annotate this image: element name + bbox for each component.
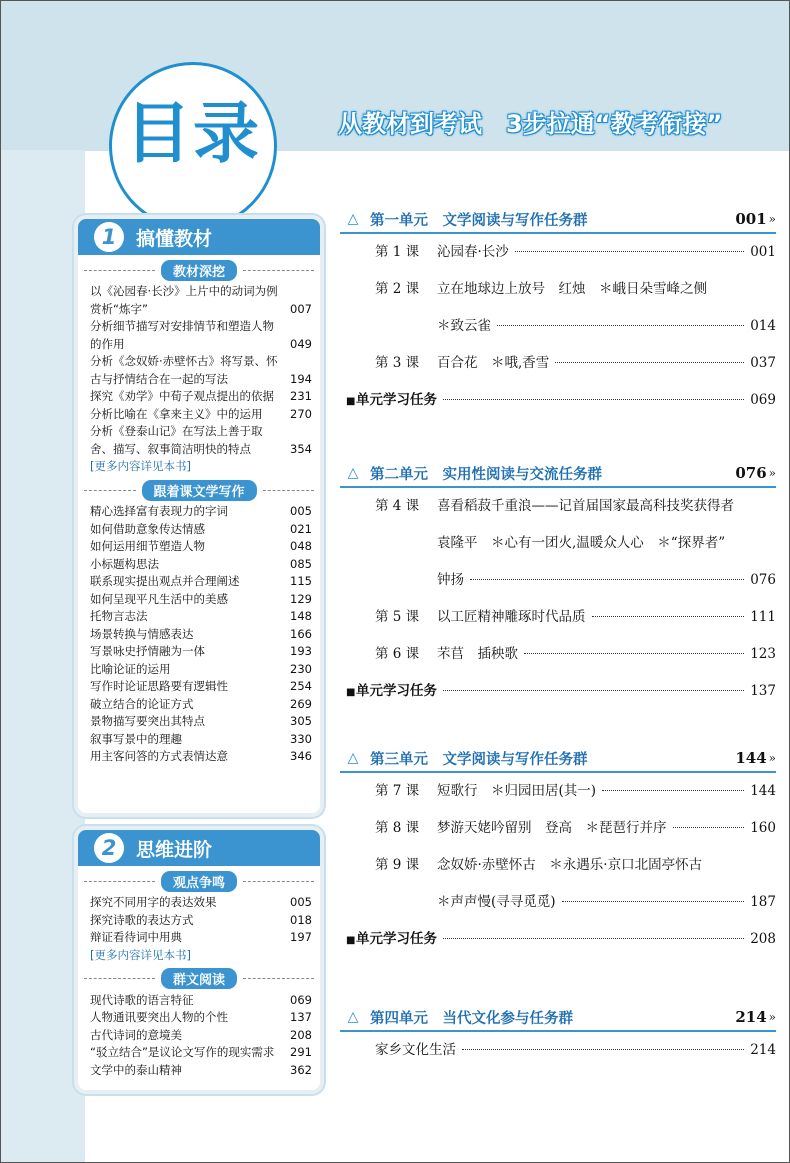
toc-item-text: 托物言志法: [90, 609, 148, 623]
toc-item-text: 破立结合的论证方式: [90, 696, 194, 711]
toc-item-text: 写作时论证思路要有逻辑性: [90, 679, 228, 693]
toc-entry[interactable]: [340, 488, 776, 525]
slogan: 从教材到考试 3步拉通“教考衔接”: [338, 110, 723, 138]
flame-icon: △: [347, 465, 359, 481]
section-list: [78, 283, 320, 458]
toc-entry[interactable]: [340, 1032, 776, 1069]
toc-item[interactable]: [90, 912, 312, 930]
toc-item[interactable]: [90, 521, 312, 539]
page-number: 123: [750, 646, 776, 662]
section-label: 观点争鸣: [161, 871, 237, 892]
toc-item[interactable]: [90, 894, 312, 912]
toc-entry[interactable]: [340, 562, 776, 599]
entry-title: 沁园春·长沙: [437, 244, 509, 260]
flame-icon: △: [347, 1009, 359, 1025]
toc-item[interactable]: [90, 929, 312, 947]
lesson-number: 第 3 课: [375, 355, 420, 371]
entry-title: 钟扬: [437, 572, 464, 588]
toc-item[interactable]: [90, 1044, 312, 1062]
toc-item-text: 如何运用细节塑造人物: [90, 539, 205, 553]
unit-header[interactable]: △ 第三单元 文学阅读与写作任务群 144 »: [340, 745, 776, 773]
lesson-number: 第 5 课: [375, 609, 420, 625]
page-number: 069: [750, 392, 776, 408]
toc-item[interactable]: [90, 1027, 312, 1045]
toc-item[interactable]: [90, 678, 312, 696]
panel-header: [78, 830, 320, 866]
toc-item-text: 古代诗词的意境美: [90, 1027, 182, 1042]
dot-leader: [497, 325, 744, 326]
toc-item[interactable]: [90, 608, 312, 626]
toc-item-page: 115: [290, 574, 312, 588]
toc-item-page: 305: [290, 714, 312, 728]
toc-item-text: 小标题构思法: [90, 556, 159, 571]
entry-title: 短歌行 ＊归园田居(其一): [437, 783, 597, 799]
toc-item-page: 208: [290, 1027, 312, 1042]
section-header: [78, 968, 320, 990]
page-number: 111: [750, 609, 776, 625]
entry-title: 家乡文化生活: [375, 1042, 456, 1058]
lesson-number: 第 2 课: [375, 281, 420, 297]
toc-item-page: 193: [290, 644, 312, 658]
toc-item-text: 场景转换与情感表达: [90, 626, 194, 641]
toc-item-page: 007: [290, 301, 312, 316]
lesson-number: 第 6 课: [375, 646, 420, 662]
toc-item-text: 叙事写景中的理趣: [90, 731, 182, 746]
toc-entry[interactable]: [340, 773, 776, 810]
toc-entry[interactable]: [340, 599, 776, 636]
lesson-number: 第 7 课: [375, 783, 420, 799]
toc-item-page: 048: [290, 539, 312, 553]
entry-title: 单元学习任务: [356, 392, 437, 408]
toc-item-text: 辩证看待词中用典: [90, 930, 182, 944]
entry-title: ＊声声慢(寻寻觅觅): [437, 894, 556, 910]
panel-header: [78, 219, 320, 255]
page-number: 160: [750, 820, 776, 836]
dot-leader: [562, 901, 745, 902]
entry-title: 喜看稻菽千重浪——记首届国家最高科技奖获得者: [437, 498, 734, 514]
toc-item-page: 254: [290, 679, 312, 693]
bullet-icon: ■: [346, 935, 356, 946]
entry-title: 单元学习任务: [356, 931, 437, 947]
toc-item[interactable]: [90, 661, 312, 679]
toc-item[interactable]: [90, 713, 312, 731]
toc-item-text: 文学中的泰山精神: [90, 1062, 182, 1077]
toc-item-text: 比喻论证的运用: [90, 661, 171, 676]
unit-header[interactable]: △ 第一单元 文学阅读与写作任务群 001 »: [340, 206, 776, 234]
section-list: [78, 503, 320, 766]
toc-entry[interactable]: [340, 884, 776, 921]
toc-item-text: 如何借助意象传达情感: [90, 521, 205, 536]
toc-item-page: 362: [290, 1062, 312, 1077]
toc-item[interactable]: [90, 643, 312, 661]
toc-item-page: 230: [290, 661, 312, 676]
page-number: 214: [750, 1042, 776, 1058]
toc-item[interactable]: [90, 696, 312, 714]
dot-leader: [462, 1049, 744, 1050]
section-header: [78, 479, 320, 501]
more-link[interactable]: [更多内容详见本书]: [90, 459, 191, 473]
lesson-number: 第 4 课: [375, 498, 420, 514]
toc-item-page: 354: [290, 441, 312, 456]
entry-title: 袁隆平 ＊心有一团火,温暖众人心 ＊“探界者”: [437, 535, 726, 551]
toc-item[interactable]: [90, 423, 312, 458]
toc-item-page: 197: [290, 930, 312, 944]
dot-leader: [443, 399, 744, 400]
dot-leader: [515, 251, 744, 252]
toc-item-text: 以《沁园春·长沙》上片中的动词为例赏析“炼字”: [90, 284, 278, 316]
page-number: 076: [750, 572, 776, 588]
toc-item-text: 精心选择富有表现力的字词: [90, 504, 228, 518]
toc-item-page: 269: [290, 696, 312, 711]
toc-item[interactable]: [90, 388, 312, 406]
toc-item-page: 231: [290, 389, 312, 403]
section-header: [78, 870, 320, 892]
page-number: 187: [750, 894, 776, 910]
toc-item[interactable]: [90, 353, 312, 388]
entry-title: 以工匠精神雕琢时代品质: [437, 609, 586, 625]
toc-item[interactable]: [90, 591, 312, 609]
entry-title: 立在地球边上放号 红烛 ＊峨日朵雪峰之侧: [437, 281, 707, 297]
bullet-icon: ■: [346, 687, 356, 698]
toc-item-text: 人物通讯要突出人物的个性: [90, 1010, 228, 1024]
unit-3: [340, 745, 776, 958]
page-number: 137: [750, 683, 776, 699]
toc-entry[interactable]: [340, 525, 776, 562]
entry-title: 芣苢 插秧歌: [437, 646, 518, 662]
unit-task-entry[interactable]: [340, 382, 776, 419]
toc-item-page: 085: [290, 556, 312, 571]
flame-icon: △: [347, 750, 359, 766]
page-number: 037: [750, 355, 776, 371]
toc-item-page: 005: [290, 504, 312, 518]
toc-item-text: 如何呈现平凡生活中的美感: [90, 591, 228, 606]
unit-2: [340, 460, 776, 710]
toc-item-text: 景物描写要突出其特点: [90, 714, 205, 728]
toc-entry[interactable]: [340, 308, 776, 345]
dot-leader: [443, 690, 744, 691]
toc-item[interactable]: [90, 503, 312, 521]
toc-item[interactable]: [90, 992, 312, 1010]
toc-item-page: 005: [290, 895, 312, 909]
panel-understand-textbook: [74, 215, 324, 817]
toc-item[interactable]: [90, 573, 312, 591]
panel-thinking-advanced: [74, 826, 324, 1094]
toc-item[interactable]: [90, 283, 312, 318]
toc-item[interactable]: [90, 626, 312, 644]
toc-item-page: 049: [290, 336, 312, 351]
page-title: 目录: [125, 95, 261, 172]
toc-item-text: 分析《念奴娇·赤壁怀古》将写景、怀古与抒情结合在一起的写法: [90, 354, 278, 386]
toc-entry[interactable]: [340, 234, 776, 271]
dot-leader: [443, 938, 744, 939]
toc-item-page: 021: [290, 521, 312, 536]
bullet-icon: ■: [346, 396, 356, 407]
toc-item[interactable]: [90, 1062, 312, 1080]
toc-item-text: 联系现实提出观点并合理阐述: [90, 574, 240, 588]
toc-entry[interactable]: [340, 847, 776, 884]
toc-item-text: 用主客问答的方式表情达意: [90, 749, 228, 763]
unit-task-entry[interactable]: [340, 921, 776, 958]
toc-item[interactable]: [90, 748, 312, 766]
unit-header[interactable]: △ 第二单元 实用性阅读与交流任务群 076 »: [340, 460, 776, 488]
toc-item-text: 分析比喻在《拿来主义》中的运用: [90, 406, 263, 421]
toc-entry[interactable]: [340, 636, 776, 673]
toc-item-text: 分析《登泰山记》在写法上善于取舍、描写、叙事简洁明快的特点: [90, 424, 263, 456]
lesson-number: 第 9 课: [375, 857, 420, 873]
section-list: [78, 992, 320, 1080]
toc-item-page: 069: [290, 992, 312, 1007]
toc-item[interactable]: [90, 556, 312, 574]
dot-leader: [673, 827, 745, 828]
section-label: 教材深挖: [161, 260, 237, 281]
entry-title: ＊致云雀: [437, 318, 491, 334]
toc-item-page: 346: [290, 749, 312, 763]
toc-entry[interactable]: [340, 345, 776, 382]
toc-item-page: 018: [290, 912, 312, 927]
dot-leader: [555, 362, 744, 363]
toc-item[interactable]: [90, 1009, 312, 1027]
unit-header[interactable]: △ 第四单元 当代文化参与任务群 214 »: [340, 1004, 776, 1032]
dot-leader: [602, 790, 744, 791]
unit-task-entry[interactable]: [340, 673, 776, 710]
toc-item-page: 129: [290, 591, 312, 606]
toc-item[interactable]: [90, 318, 312, 353]
toc-item-page: 330: [290, 731, 312, 746]
panel-number: 1: [94, 222, 124, 252]
section-list: [78, 894, 320, 947]
page-number: 001: [750, 244, 776, 260]
toc-entry[interactable]: [340, 810, 776, 847]
toc-item-text: 探究诗歌的表达方式: [90, 912, 194, 927]
section-label: 群文阅读: [161, 968, 237, 989]
toc-item[interactable]: [90, 538, 312, 556]
unit-4: [340, 1004, 776, 1069]
dot-leader: [470, 579, 744, 580]
panel-title: 搞懂教材: [136, 227, 213, 250]
toc-item-page: 291: [290, 1045, 312, 1059]
page-number: 144: [750, 783, 776, 799]
lesson-number: 第 8 课: [375, 820, 420, 836]
toc-item-text: 探究不同用字的表达效果: [90, 895, 217, 909]
page-number: 014: [750, 318, 776, 334]
section-header: [78, 259, 320, 281]
flame-icon: △: [347, 211, 359, 227]
lesson-number: 第 1 课: [375, 244, 420, 260]
entry-title: 念奴娇·赤壁怀古 ＊永遇乐·京口北固亭怀古: [437, 857, 703, 873]
toc-item-page: 270: [290, 406, 312, 421]
toc-item-text: 探究《劝学》中荀子观点提出的依据: [90, 389, 274, 403]
toc-item-page: 137: [290, 1010, 312, 1024]
toc-item[interactable]: [90, 406, 312, 424]
toc-item[interactable]: [90, 731, 312, 749]
toc-item-text: 分析细节描写对安排情节和塑造人物的作用: [90, 319, 274, 351]
entry-title: 单元学习任务: [356, 683, 437, 699]
dot-leader: [592, 616, 745, 617]
toc-item-page: 148: [290, 609, 312, 623]
panel-title: 思维进阶: [136, 838, 213, 861]
page-number: 208: [750, 931, 776, 947]
toc-item-text: 写景咏史抒情融为一体: [90, 644, 205, 658]
toc-item-text: 现代诗歌的语言特征: [90, 992, 194, 1007]
entry-title: 梦游天姥吟留别 登高 ＊琵琶行并序: [437, 820, 667, 836]
panel-number: 2: [94, 833, 124, 863]
toc-entry[interactable]: [340, 271, 776, 308]
toc-item-text: “驳立结合”是议论文写作的现实需求: [90, 1045, 275, 1059]
section-label: 跟着课文学写作: [142, 480, 257, 501]
entry-title: 百合花 ＊哦,香雪: [437, 355, 550, 371]
more-link[interactable]: [更多内容详见本书]: [90, 947, 191, 962]
toc-item-page: 166: [290, 626, 312, 641]
unit-1: [340, 206, 776, 419]
dot-leader: [524, 653, 744, 654]
toc-item-page: 194: [290, 371, 312, 386]
